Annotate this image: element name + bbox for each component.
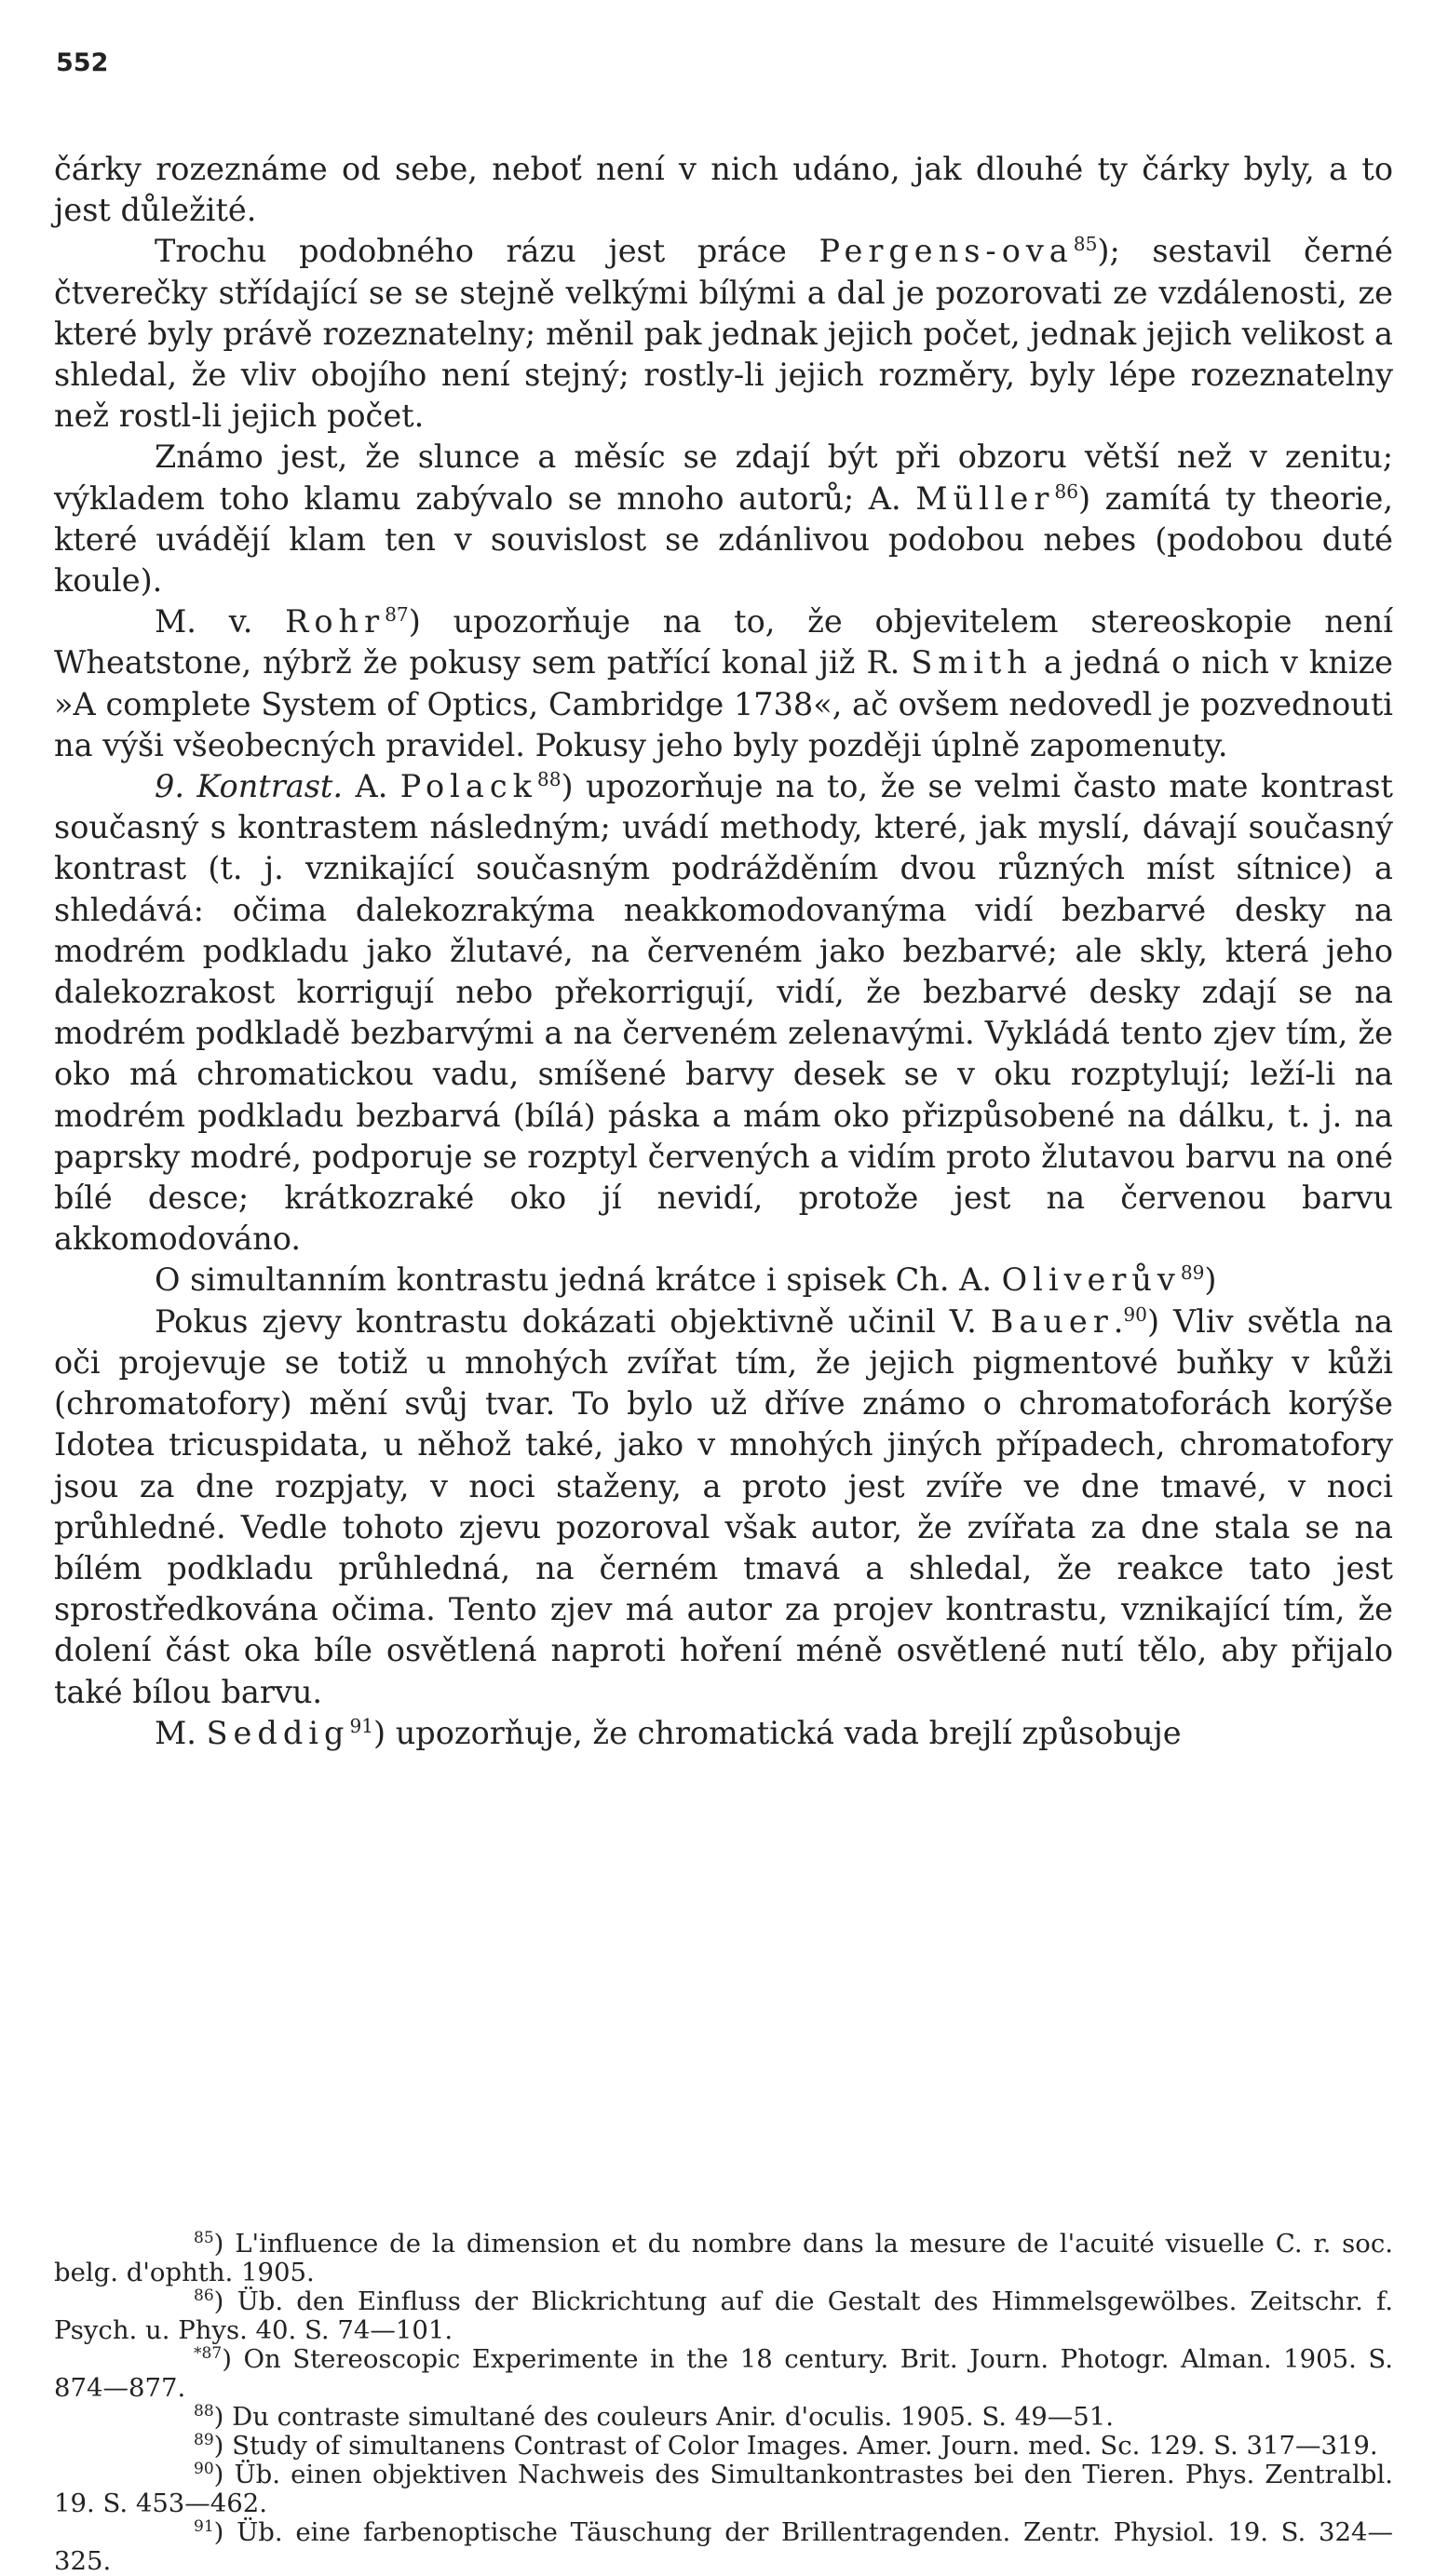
author-name: Seddig	[206, 1714, 350, 1751]
footnote-ref: 87	[385, 603, 409, 627]
paragraph-text: .	[1113, 1302, 1124, 1340]
footnote: $^{89}$) Study of simultanens Contrast of Color Images. Amer. Journ. med. Sc. 129. S. 317—319.	[194, 2430, 1378, 2461]
paragraph	[54, 1713, 1393, 1754]
footnote-mark: 88	[194, 2401, 214, 2421]
section-heading: 9. Kontrast.	[155, 768, 344, 805]
paragraph-text: čárky rozeznáme od sebe, neboť není v nich udáno, jak dlouhé ty čárky byly, a to jest důležité.	[54, 151, 1393, 229]
footnote-text: Du contraste simultané des couleurs Anir. d'oculis. 1905. S. 49—51.	[232, 2402, 1114, 2432]
author-name: Bauer	[990, 1302, 1114, 1340]
footnote-ref: 86	[1054, 479, 1078, 503]
paragraph	[54, 437, 1393, 601]
paragraph	[54, 1260, 1393, 1301]
footnote-text: Study of simultanens Contrast of Color Images. Amer. Journ. med. Sc. 129. S. 317—319.	[232, 2431, 1378, 2461]
paragraph-text: A.	[343, 768, 400, 805]
footnote-mark: *87	[194, 2343, 223, 2363]
author-name: Rohr	[285, 603, 386, 641]
footnote-ref: 85	[1073, 233, 1098, 256]
paragraph-text: a jedná o nich v knize »A complete System of Optics, Cambridge 1738«, ač ovšem nedovedl je pozvednouti na výši všeobecných pravidel. Pokusy jeho byly později úplně zapomenuty.	[54, 644, 1393, 763]
footnote-mark: 91	[194, 2516, 214, 2536]
author-name: Oliverův	[1001, 1261, 1181, 1299]
footnote: $^{91}$) Üb. eine farbenoptische Täuschung der Brillentragenden. Zentr. Physiol. 19. S. 324—325.	[54, 2516, 1393, 2576]
footnote: $^{90}$) Üb. einen objektiven Nachweis des Simultankontrastes bei den Tieren. Phys. Zentralbl. 19. S. 453—462.	[54, 2459, 1393, 2518]
paragraph	[54, 231, 1393, 437]
footnote-text: On Stereoscopic Experimente in the 18 century. Brit. Journ. Photogr. Alman. 1905. S. 874—877.	[54, 2344, 1393, 2403]
footnote: $^{86}$) Üb. den Einfluss der Blickrichtung auf die Gestalt des Himmelsgewölbes. Zeitschr. f. Psych. u. Phys. 40. S. 74—101.	[54, 2286, 1393, 2345]
paragraph-text: M. v.	[155, 603, 286, 641]
footnote-mark: 90	[194, 2459, 214, 2478]
paragraph	[54, 601, 1393, 766]
paragraph-text: ) Vliv světla na oči projevuje se totiž u mnohých zvířat tím, že jejich pigmentové buňky v kůži (chromatofory) mění svůj tvar. To bylo už dříve známo o chromatoforách korýše Idotea tricuspidata, u něhož také, jako v mnohých jiných případech, chromatofory jsou za dne rozpjaty, v noci staženy, a proto jest zvíře ve dne tmavé, v noci průhledné. Vedle tohoto zjevu pozoroval však autor, že zvířata za dne stala se na bílém podkladu průhledná, na černém tmavá a shledal, že reakce tato jest sprostředkována očima. Tento zjev má autor za projev kontrastu, vznikající tím, že dolení část oka bíle osvětlená naproti hoření méně osvětlené nutí tělo, aby přijalo také bílou barvu.	[54, 1302, 1393, 1710]
author-name: Pergens-ova	[819, 233, 1074, 270]
author-name: Smith	[911, 644, 1033, 681]
paragraph	[54, 149, 1393, 231]
footnote-text: Üb. den Einfluss der Blickrichtung auf die Gestalt des Himmelsgewölbes. Zeitschr. f. Psych. u. Phys. 40. S. 74—101.	[54, 2286, 1393, 2345]
footnotes	[54, 2230, 1393, 2576]
footnote-mark: 89	[194, 2430, 214, 2449]
author-name: Müller	[915, 479, 1055, 517]
footnote-ref: 89	[1180, 1261, 1205, 1285]
paragraph-text: ) upozorňuje, že chromatická vada brejlí způsobuje	[373, 1714, 1182, 1751]
author-name: Polack	[399, 768, 537, 805]
footnote-text: L'influence de la dimension et du nombre dans la mesure de l'acuité visuelle C. r. soc. belg. d'ophth. 1905.	[54, 2229, 1393, 2287]
footnote-ref: 91	[349, 1714, 374, 1737]
paragraph-text: ) zamítá ty theorie, které uvádějí klam ten v souvislost se zdánlivou podobou nebes (podobou duté koule).	[54, 479, 1393, 600]
page-number: 552	[56, 48, 109, 77]
paragraph-text: ); sestavil černé čtverečky střídající se se stejně velkými bílými a dal je pozorovati ze vzdálenosti, ze které byly právě rozeznatelny; měnil pak jednak jejich počet, jednak jejich velikost a shledal, že vliv obojího není stejný; rostly-li jejich rozměry, byly lépe rozeznatelny než rostl-li jejich počet.	[54, 233, 1393, 435]
footnote: $^{85}$) L'influence de la dimension et du nombre dans la mesure de l'acuité visuelle C. r. soc. belg. d'ophth. 1905.	[54, 2228, 1393, 2287]
body-text	[54, 149, 1393, 1754]
paragraph-text: M.	[155, 1714, 207, 1751]
paragraph-text: Pokus zjevy kontrastu dokázati objektivně učinil V.	[155, 1302, 991, 1340]
paragraph-text: ) upozorňuje na to, že se velmi často mate kontrast současný s kontrastem následným; uvádí methody, které, jak myslí, dávají současný kontrast (t. j. vznikající současným podrážděním dvou různých míst sítnice) a shledává: očima dalekozrakýma neakkomodovanýma vidí bezbarvé desky na modrém podkladu jako žlutavé, na červeném jako bezbarvé; ale skly, která jeho dalekozrakost korrigují nebo překorrigují, vidí, že bezbarvé desky zdají se na modrém podkladě bezbarvými a na červeném zelenavými. Vykládá tento zjev tím, že oko má chromatickou vadu, smíšené barvy desek se v oku rozptylují; leží-li na modrém podkladu bezbarvá (bílá) páska a mám oko přizpůsobené na dálku, t. j. na paprsky modré, podporuje se rozptyl červených a vidím proto žlutavou barvu na oné bílé desce; krátkozraké oko jí nevidí, protože jest na červenou barvu akkomodováno.	[54, 768, 1393, 1258]
footnote: $^{*87}$) On Stereoscopic Experimente in the 18 century. Brit. Journ. Photogr. Alman. 1905. S. 874—877.	[54, 2343, 1393, 2403]
footnote-mark: 86	[194, 2286, 214, 2305]
paragraph-text: Trochu podobného rázu jest práce	[155, 233, 819, 270]
footnote-text: Üb. einen objektiven Nachweis des Simultankontrastes bei den Tieren. Phys. Zentralbl. 19. S. 453—462.	[54, 2460, 1393, 2518]
paragraph	[54, 1301, 1393, 1713]
paragraph-text: O simultanním kontrastu jedná krátce i spisek Ch. A.	[155, 1261, 1002, 1299]
paragraph-text: Známo jest, že slunce a měsíc se zdají být při obzoru větší než v zenitu; výkladem toho klamu zabývalo se mnoho autorů; A.	[54, 438, 1393, 517]
footnote-ref: 88	[536, 767, 562, 790]
paragraph-text: )	[1204, 1261, 1217, 1299]
paragraph	[54, 766, 1393, 1260]
footnote-mark: 85	[194, 2228, 214, 2247]
footnote-ref: 90	[1123, 1302, 1147, 1326]
paragraph-text: ) upozorňuje na to, že objevitelem stereoskopie není Wheatstone, nýbrž že pokusy sem patřící konal již R.	[54, 603, 1393, 681]
footnote: $^{88}$) Du contraste simultané des couleurs Anir. d'oculis. 1905. S. 49—51.	[194, 2401, 1114, 2432]
footnote-text: Üb. eine farbenoptische Täuschung der Brillentragenden. Zentr. Physiol. 19. S. 324—325.	[54, 2517, 1393, 2576]
